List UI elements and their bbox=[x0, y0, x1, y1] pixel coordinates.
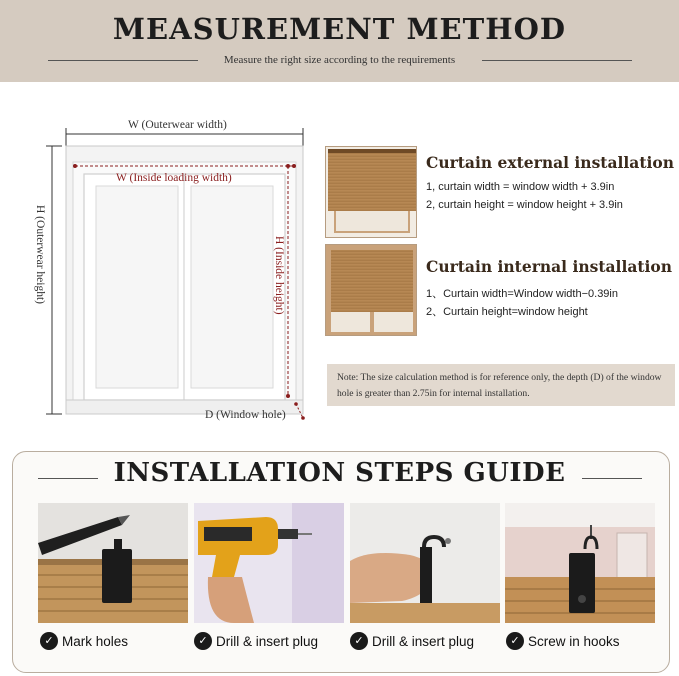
internal-install-image bbox=[325, 244, 417, 336]
external-height-rule: 2, curtain height = window height + 3.9in bbox=[426, 199, 623, 211]
step-label-text: Mark holes bbox=[62, 633, 129, 649]
internal-install-title: Curtain internal installation bbox=[426, 257, 673, 276]
marking-pen-illustration bbox=[38, 503, 188, 623]
window-mullion-shape bbox=[370, 312, 374, 332]
step-screw-in-hooks bbox=[506, 632, 620, 650]
inside-height-label: H (Inside height) bbox=[273, 236, 285, 315]
outer-height-label: H (Outerwear height) bbox=[34, 205, 46, 304]
check-icon: ✓ bbox=[40, 632, 58, 650]
step-drill-insert-plug-1 bbox=[194, 632, 318, 650]
bamboo-blind-shape bbox=[331, 250, 413, 312]
external-width-rule: 1, curtain width = window width + 3.9in bbox=[426, 181, 615, 193]
size-note: Note: The size calculation method is for reference only, the depth (D) of the window hole is greater than 2.75in for internal installation. bbox=[327, 364, 675, 406]
outer-width-label: W (Outerwear width) bbox=[125, 119, 230, 131]
header-banner bbox=[0, 0, 679, 82]
external-install-title: Curtain external installation bbox=[426, 153, 674, 172]
internal-width-rule: 1、Curtain width=Window width−0.39in bbox=[426, 288, 618, 300]
window-hole-label: D (Window hole) bbox=[205, 409, 286, 421]
step-drill-insert-plug-2 bbox=[350, 632, 474, 650]
step-photo-screw-hooks bbox=[505, 503, 655, 623]
check-icon: ✓ bbox=[350, 632, 368, 650]
page-title: MEASUREMENT METHOD bbox=[112, 12, 567, 46]
bamboo-blind-shape bbox=[328, 151, 416, 211]
step-photo-drill bbox=[194, 503, 344, 623]
check-icon: ✓ bbox=[506, 632, 524, 650]
step-label-text: Drill & insert plug bbox=[216, 633, 319, 649]
blind-headrail-shape bbox=[328, 149, 416, 153]
ceiling-hook-illustration bbox=[505, 503, 655, 623]
hook-plug-illustration bbox=[350, 503, 500, 623]
drill-illustration bbox=[194, 503, 344, 623]
step-photo-mark-holes bbox=[38, 503, 188, 623]
page-subtitle: Measure the right size according to the requirements bbox=[223, 54, 456, 66]
step-photo-insert-plug bbox=[350, 503, 500, 623]
internal-height-rule: 2、Curtain height=window height bbox=[426, 306, 588, 318]
installation-title: INSTALLATION STEPS GUIDE bbox=[113, 458, 566, 488]
inside-width-label: W (Inside loading width) bbox=[116, 172, 232, 184]
step-mark-holes bbox=[40, 632, 128, 650]
external-install-image bbox=[325, 146, 417, 238]
step-label-text: Screw in hooks bbox=[528, 633, 620, 649]
window-illustration bbox=[0, 82, 320, 432]
step-label-text: Drill & insert plug bbox=[372, 633, 475, 649]
check-icon: ✓ bbox=[194, 632, 212, 650]
